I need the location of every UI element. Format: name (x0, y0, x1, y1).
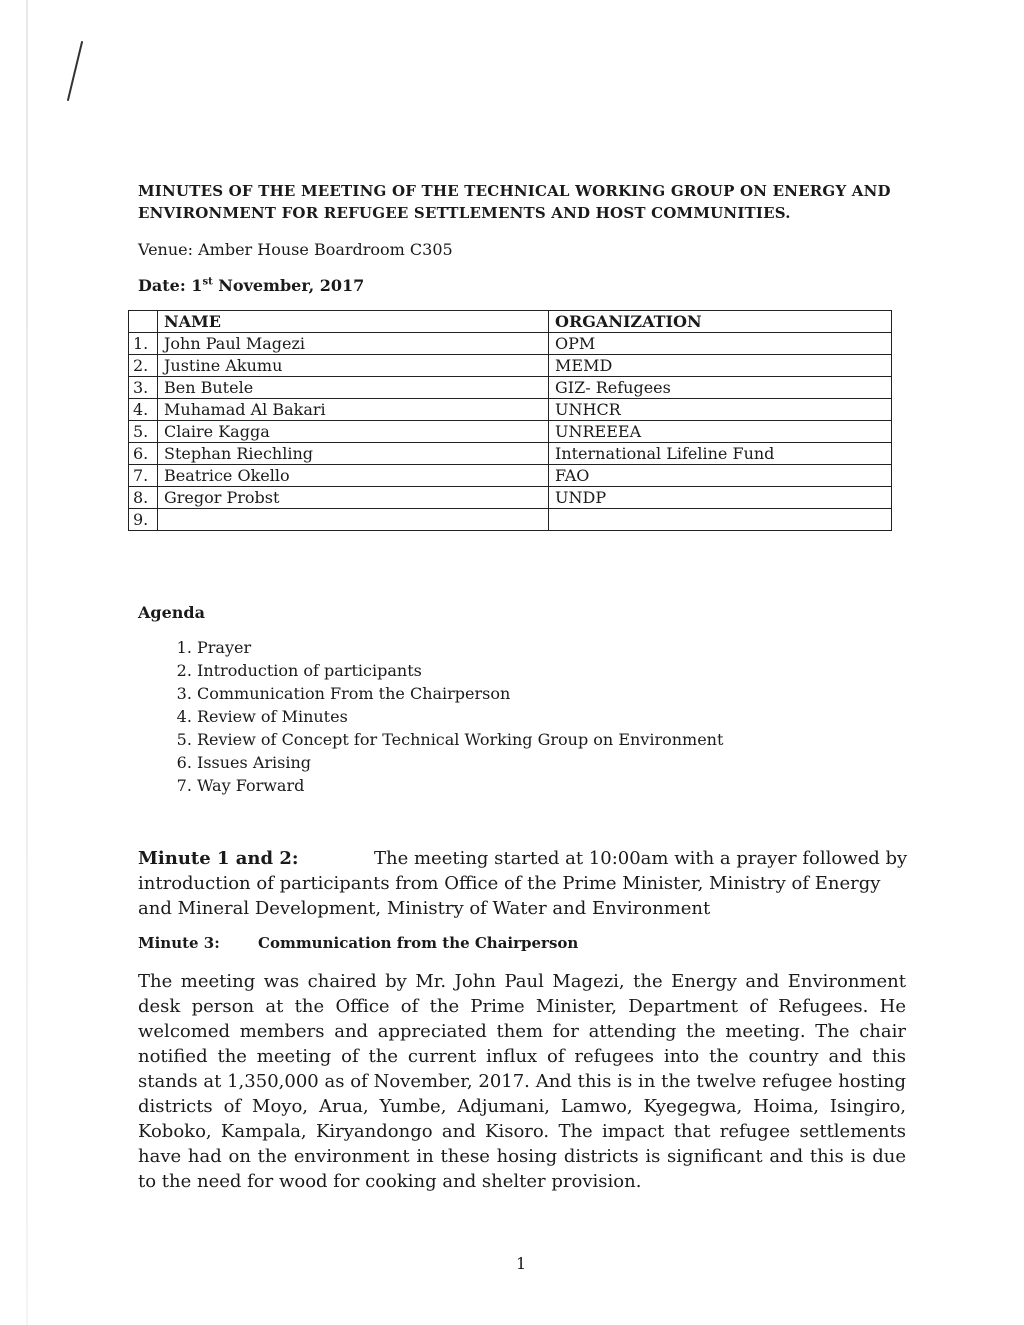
attendee-name: Claire Kagga (158, 421, 549, 443)
attendance-row (129, 333, 892, 355)
document-title: MINUTES OF THE MEETING OF THE TECHNICAL WORKING GROUP ON ENERGY AND ENVIRONMENT FOR REFUGEE SETTLEMENTS AND HOST COMMUNITIES. (138, 182, 891, 222)
attendee-name: Gregor Probst (158, 487, 549, 509)
attendance-row (129, 377, 892, 399)
row-number: 7. (129, 465, 158, 487)
attendance-row (129, 487, 892, 509)
attendance-row (129, 509, 892, 531)
attendance-row (129, 355, 892, 377)
attendance-row (129, 399, 892, 421)
attendance-row (129, 465, 892, 487)
pen-stroke-mark (60, 40, 90, 102)
attendance-header-row (129, 311, 892, 333)
agenda-item: 5. Review of Concept for Technical Working Group on Environment (197, 728, 897, 751)
agenda-item: 4. Review of Minutes (197, 705, 897, 728)
row-number: 2. (129, 355, 158, 377)
minute-3-heading (138, 934, 578, 952)
minute-1-2-label: Minute 1 and 2: (138, 848, 299, 869)
header-number-cell (129, 311, 158, 333)
attendee-organization: MEMD (549, 355, 892, 377)
date-line (138, 276, 364, 295)
date-label: Date: (138, 276, 186, 295)
attendee-name: Stephan Riechling (158, 443, 549, 465)
minute-3-title: Communication from the Chairperson (258, 934, 579, 952)
date-suffix: st (202, 276, 213, 288)
page-number: 1 (516, 1254, 527, 1273)
attendee-organization: OPM (549, 333, 892, 355)
row-number: 5. (129, 421, 158, 443)
attendee-name: John Paul Magezi (158, 333, 549, 355)
attendance-row (129, 421, 892, 443)
row-number: 6. (129, 443, 158, 465)
agenda-item: 2. Introduction of participants (197, 659, 897, 682)
attendee-organization: UNHCR (549, 399, 892, 421)
attendee-organization: UNDP (549, 487, 892, 509)
minute-1-2-paragraph (138, 846, 908, 921)
agenda-item: 6. Issues Arising (197, 751, 897, 774)
header-name: NAME (158, 311, 549, 333)
attendee-organization: International Lifeline Fund (549, 443, 892, 465)
row-number: 4. (129, 399, 158, 421)
row-number: 8. (129, 487, 158, 509)
scan-edge-shadow (26, 0, 28, 1325)
attendee-organization: GIZ- Refugees (549, 377, 892, 399)
attendee-name: Beatrice Okello (158, 465, 549, 487)
agenda-item: 7. Way Forward (197, 774, 897, 797)
agenda-heading: Agenda (138, 603, 205, 622)
attendance-row (129, 443, 892, 465)
minute-3-label: Minute 3: (138, 934, 220, 952)
attendee-name: Justine Akumu (158, 355, 549, 377)
header-organization: ORGANIZATION (549, 311, 892, 333)
attendee-organization: FAO (549, 465, 892, 487)
minute-1-2-text: The meeting started at 10:00am with a prayer followed by introduction of participants from Office of the Prime Minister, Ministry of Energy and Mineral Development, Ministry of Water and Environment (138, 848, 908, 919)
agenda-item: 3. Communication From the Chairperson (197, 682, 897, 705)
attendee-name: Ben Butele (158, 377, 549, 399)
row-number: 1. (129, 333, 158, 355)
date-day: 1 (191, 276, 203, 295)
date-month-year: November, 2017 (218, 276, 365, 295)
attendee-name (158, 509, 549, 531)
agenda-item: 1. Prayer (197, 636, 897, 659)
venue-line: Venue: Amber House Boardroom C305 (138, 240, 453, 259)
attendance-table (128, 310, 892, 531)
agenda-list (170, 636, 897, 797)
row-number: 3. (129, 377, 158, 399)
minute-3-paragraph: The meeting was chaired by Mr. John Paul Magezi, the Energy and Environment desk person at the Office of the Prime Minister, Department of Refugees. He welcomed members and appreciated them for attending the meeting. The chair notified the meeting of the current influx of refugees into the country and this stands at 1,350,000 as of November, 2017. And this is in the twelve refugee hosting districts of Moyo, Arua, Yumbe, Adjumani, Lamwo, Kyegegwa, Hoima, Isingiro, Koboko, Kampala, Kiryandongo and Kisoro. The impact that refugee settlements have had on the environment in these hosing districts is significant and this is due to the need for wood for cooking and shelter provision. (138, 971, 906, 1192)
row-number: 9. (129, 509, 158, 531)
attendee-name: Muhamad Al Bakari (158, 399, 549, 421)
attendee-organization: UNREEEA (549, 421, 892, 443)
attendee-organization (549, 509, 892, 531)
